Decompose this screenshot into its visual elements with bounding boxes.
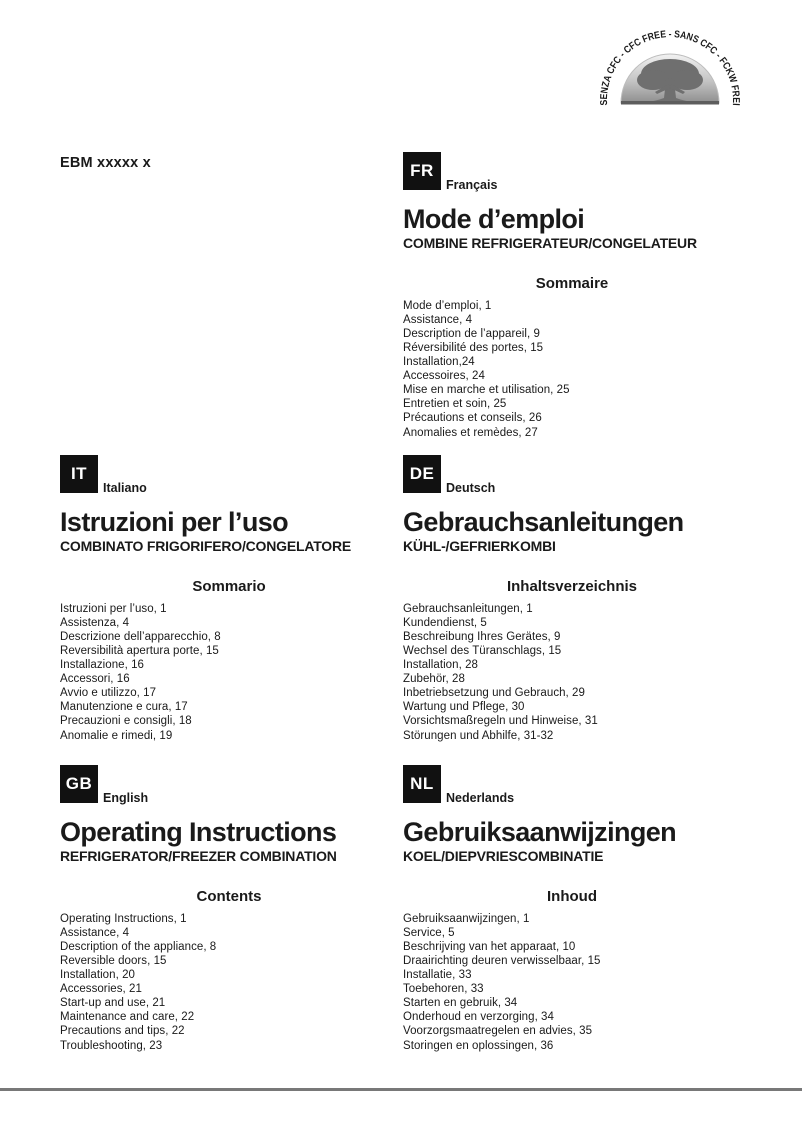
- language-badge-gb: GB: [60, 765, 98, 803]
- toc-entry: Kundendienst, 5: [403, 616, 487, 629]
- toc-entry: Onderhoud en verzorging, 34: [403, 1011, 554, 1024]
- toc-list-de: [403, 602, 741, 743]
- toc-list-fr: [403, 299, 741, 440]
- toc-entry: Draairichting deuren verwisselbaar, 15: [403, 954, 601, 967]
- toc-entry: Avvio e utilizzo, 17: [60, 687, 157, 700]
- toc-entry: Anomalie e rimedi, 19: [60, 729, 173, 742]
- toc-entry: Service, 5: [403, 926, 455, 939]
- toc-entry: Entretien et soin, 25: [403, 398, 507, 411]
- toc-entry: Maintenance and care, 22: [60, 1011, 195, 1024]
- language-label-gb: English: [103, 791, 149, 805]
- section-title-it: Istruzioni per l’uso: [60, 507, 289, 537]
- toc-entry: Accessories, 21: [60, 983, 142, 996]
- section-gb: [60, 765, 398, 1053]
- toc-entry: Beschreibung Ihres Gerätes, 9: [403, 630, 561, 643]
- toc-entry: Accessoires, 24: [403, 370, 485, 383]
- section-nl: [403, 765, 741, 1053]
- toc-entry: Operating Instructions, 1: [60, 912, 187, 925]
- toc-entry: Precauzioni e consigli, 18: [60, 715, 192, 728]
- toc-entry: Installazione, 16: [60, 659, 144, 672]
- toc-entry: Installatie, 33: [403, 969, 472, 982]
- language-badge-row-fr: [403, 152, 741, 190]
- toc-entry: Mise en marche et utilisation, 25: [403, 384, 570, 397]
- section-title-fr: Mode d’emploi: [403, 204, 585, 234]
- toc-heading-it: Sommario: [192, 577, 266, 595]
- language-badge-it: IT: [60, 455, 98, 493]
- toc-entry: Beschrijving van het apparaat, 10: [403, 940, 576, 953]
- toc-entry: Manutenzione e cura, 17: [60, 701, 188, 714]
- toc-entry: Voorzorgsmaatregelen en advies, 35: [403, 1025, 593, 1038]
- toc-entry: Description of the appliance, 8: [60, 940, 217, 953]
- toc-entry: Istruzioni per l’uso, 1: [60, 602, 167, 615]
- toc-entry: Installation, 20: [60, 969, 135, 982]
- toc-entry: Reversible doors, 15: [60, 954, 167, 967]
- toc-entry: Précautions et conseils, 26: [403, 412, 542, 425]
- toc-entry: Reversibilità apertura porte, 15: [60, 644, 219, 657]
- section-subtitle-de: KÜHL-/GEFRIERKOMBI: [403, 538, 556, 554]
- section-title-nl: Gebruiksaanwijzingen: [403, 817, 677, 847]
- language-badge-nl: NL: [403, 765, 441, 803]
- language-badge-row-gb: [60, 765, 398, 803]
- section-title-de: Gebrauchsanleitungen: [403, 507, 684, 537]
- toc-entry: Assistance, 4: [60, 926, 130, 939]
- toc-entry: Mode d’emploi, 1: [403, 299, 492, 312]
- language-label-fr: Français: [446, 178, 498, 192]
- section-subtitle-nl: KOEL/DIEPVRIESCOMBINATIE: [403, 848, 604, 864]
- toc-entry: Anomalies et remèdes, 27: [403, 426, 538, 439]
- cfc-free-logo: [585, 22, 755, 127]
- section-it: [60, 455, 398, 743]
- language-label-nl: Nederlands: [446, 791, 515, 805]
- toc-entry: Wartung und Pflege, 30: [403, 701, 525, 714]
- toc-entry: Zubehör, 28: [403, 673, 465, 686]
- toc-entry: Assistenza, 4: [60, 616, 130, 629]
- toc-heading-de: Inhaltsverzeichnis: [506, 577, 638, 595]
- toc-entry: Installation,24: [403, 356, 475, 369]
- model-number: EBM xxxxx x: [60, 155, 151, 171]
- section-subtitle-it: COMBINATO FRIGORIFERO/CONGELATORE: [60, 538, 352, 554]
- toc-entry: Starten en gebruik, 34: [403, 997, 518, 1010]
- language-badge-row-it: [60, 455, 398, 493]
- toc-entry: Inbetriebsetzung und Gebrauch, 29: [403, 687, 585, 700]
- section-de: [403, 455, 741, 743]
- toc-list-gb: [60, 912, 398, 1053]
- toc-entry: Assistance, 4: [403, 313, 473, 326]
- toc-entry: Wechsel des Türanschlags, 15: [403, 644, 562, 657]
- footer-divider: [0, 1088, 802, 1091]
- toc-entry: Toebehoren, 33: [403, 983, 484, 996]
- logo-arc-text: SENZA CFC - CFC FREE - SANS CFC - FCKW FREI: [598, 29, 742, 107]
- language-badge-fr: FR: [403, 152, 441, 190]
- toc-list-it: [60, 602, 398, 743]
- language-badge-row-de: [403, 455, 741, 493]
- toc-entry: Description de l’appareil, 9: [403, 327, 540, 340]
- toc-list-nl: [403, 912, 741, 1053]
- toc-entry: Start-up and use, 21: [60, 997, 166, 1010]
- toc-entry: Installation, 28: [403, 659, 478, 672]
- toc-entry: Gebrauchsanleitungen, 1: [403, 602, 533, 615]
- toc-heading-gb: Contents: [196, 887, 262, 905]
- language-badge-de: DE: [403, 455, 441, 493]
- section-subtitle-fr: COMBINE REFRIGERATEUR/CONGELATEUR: [403, 235, 697, 251]
- section-subtitle-gb: REFRIGERATOR/FREEZER COMBINATION: [60, 848, 337, 864]
- language-badge-row-nl: [403, 765, 741, 803]
- toc-heading-nl: Inhoud: [547, 887, 597, 905]
- toc-entry: Störungen und Abhilfe, 31-32: [403, 729, 554, 742]
- toc-entry: Descrizione dell’apparecchio, 8: [60, 630, 221, 643]
- toc-entry: Storingen en oplossingen, 36: [403, 1039, 554, 1052]
- toc-entry: Réversibilité des portes, 15: [403, 341, 544, 354]
- toc-entry: Troubleshooting, 23: [60, 1039, 163, 1052]
- toc-entry: Gebruiksaanwijzingen, 1: [403, 912, 530, 925]
- language-label-it: Italiano: [103, 481, 147, 495]
- toc-entry: Accessori, 16: [60, 673, 130, 686]
- section-fr: [403, 152, 741, 440]
- section-title-gb: Operating Instructions: [60, 817, 337, 847]
- toc-entry: Vorsichtsmaßregeln und Hinweise, 31: [403, 715, 598, 728]
- language-label-de: Deutsch: [446, 481, 496, 495]
- cfc-free-logo-graphic: [585, 22, 755, 127]
- toc-entry: Precautions and tips, 22: [60, 1025, 185, 1038]
- logo-baseline: [621, 101, 719, 105]
- toc-heading-fr: Sommaire: [535, 274, 609, 292]
